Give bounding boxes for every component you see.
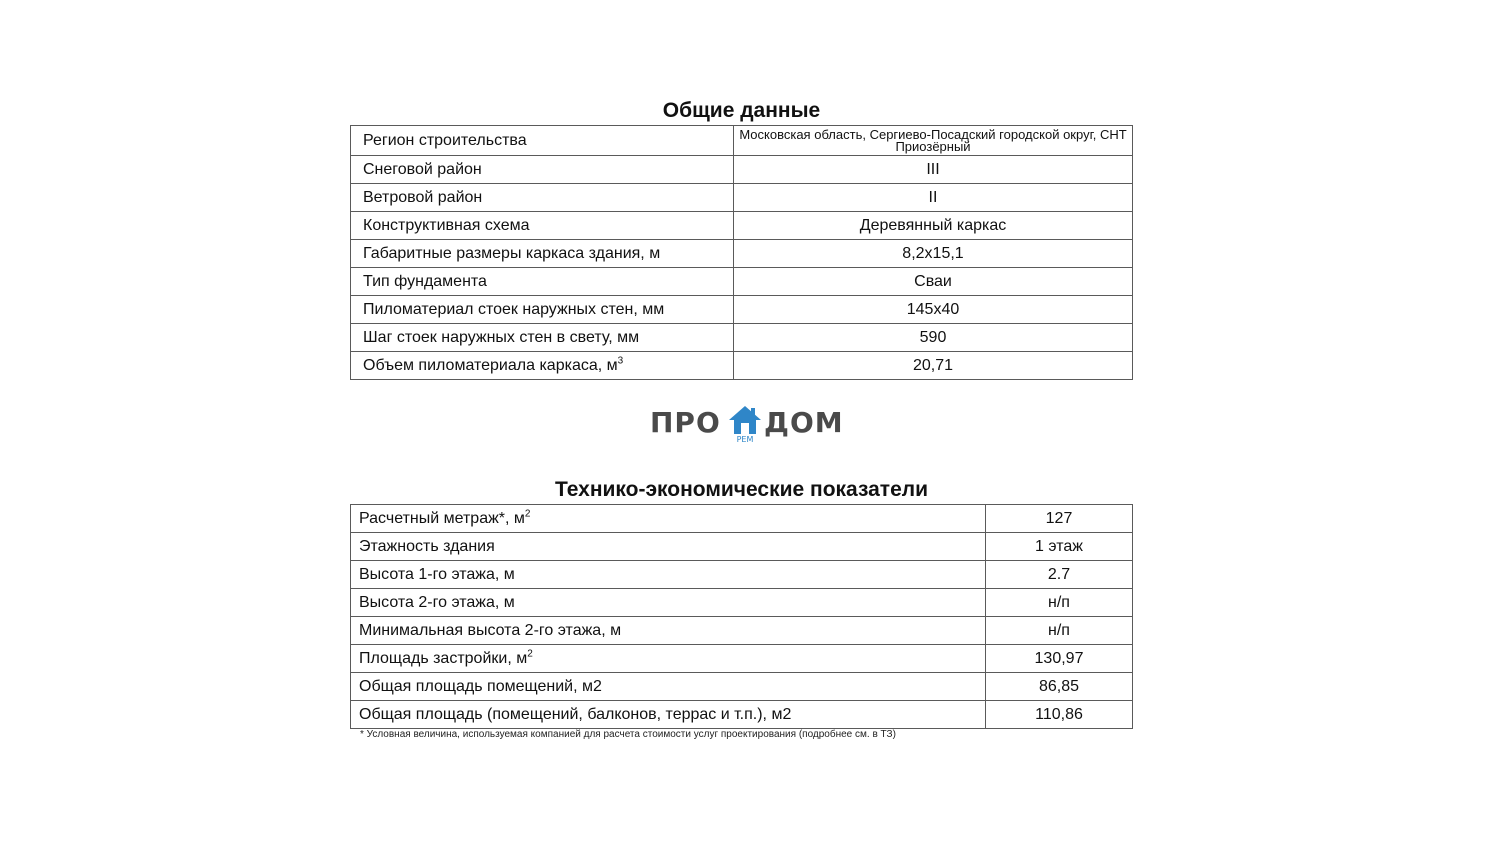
row-label: Этажность здания — [351, 533, 986, 561]
row-label-text: Объем пиломатериала каркаса, м — [363, 356, 618, 374]
table-row — [351, 212, 1133, 240]
table-row — [351, 561, 1133, 589]
superscript: 3 — [617, 355, 624, 367]
row-value: 110,86 — [986, 701, 1133, 729]
row-value: 20,71 — [734, 352, 1133, 380]
company-logo — [650, 404, 850, 446]
row-label: Общая площадь помещений, м2 — [351, 673, 986, 701]
row-label: Высота 2-го этажа, м — [351, 589, 986, 617]
row-value: 130,97 — [986, 645, 1133, 673]
row-label: Высота 1-го этажа, м — [351, 561, 986, 589]
superscript: 2 — [527, 648, 533, 660]
row-value: Деревянный каркас — [734, 212, 1133, 240]
table-row — [351, 645, 1133, 673]
logo-text-left: ПРО — [650, 406, 721, 439]
row-value: н/п — [986, 589, 1133, 617]
table-row — [351, 240, 1133, 268]
table-row — [351, 673, 1133, 701]
row-label: Общая площадь (помещений, балконов, террас и т.п.), м2 — [351, 701, 986, 729]
row-label: Тип фундамента — [351, 268, 734, 296]
row-label: Шаг стоек наружных стен в свету, мм — [351, 324, 734, 352]
footnote: * Условная величина, используемая компанией для расчета стоимости услуг проектирования (подробнее см. в ТЗ) — [360, 729, 896, 740]
row-value: 2.7 — [986, 561, 1133, 589]
row-label-text: Площадь застройки, м — [359, 649, 528, 667]
table-row — [351, 533, 1133, 561]
table-row — [351, 296, 1133, 324]
row-label-text: Расчетный метраж*, м — [359, 509, 525, 527]
house-icon — [728, 404, 762, 438]
row-value: III — [734, 156, 1133, 184]
row-value: н/п — [986, 617, 1133, 645]
table-row — [351, 352, 1133, 380]
superscript: 2 — [524, 508, 531, 520]
tech-indicators-title: Технико-экономические показатели — [554, 478, 929, 501]
row-value: 1 этаж — [986, 533, 1133, 561]
row-value: 590 — [734, 324, 1133, 352]
row-label: Минимальная высота 2-го этажа, м — [351, 617, 986, 645]
row-label: Ветровой район — [351, 184, 734, 212]
row-value: II — [734, 184, 1133, 212]
general-data-table — [350, 125, 1133, 380]
table-row — [351, 505, 1133, 533]
row-value: 145х40 — [734, 296, 1133, 324]
row-label: Пиломатериал стоек наружных стен, мм — [351, 296, 734, 324]
table-row — [351, 126, 1133, 156]
row-label — [351, 645, 986, 673]
row-label: Регион строительства — [351, 126, 734, 156]
row-value: Московская область, Сергиево-Посадский городской округ, СНТ Приозёрный — [734, 126, 1133, 156]
row-label — [351, 352, 734, 380]
row-label: Снеговой район — [351, 156, 734, 184]
row-label — [351, 505, 986, 533]
row-value: 127 — [986, 505, 1133, 533]
row-label: Габаритные размеры каркаса здания, м — [351, 240, 734, 268]
table-row — [351, 589, 1133, 617]
general-data-title: Общие данные — [662, 99, 821, 122]
table-row — [351, 268, 1133, 296]
row-value: 8,2х15,1 — [734, 240, 1133, 268]
row-label: Конструктивная схема — [351, 212, 734, 240]
table-row — [351, 184, 1133, 212]
table-row — [351, 701, 1133, 729]
table-row — [351, 324, 1133, 352]
table-row — [351, 617, 1133, 645]
logo-subtext: РЕМ — [736, 435, 754, 444]
table-row — [351, 156, 1133, 184]
row-value: Сваи — [734, 268, 1133, 296]
row-value: 86,85 — [986, 673, 1133, 701]
logo-text-right: ДОМ — [764, 406, 844, 439]
tech-indicators-table — [350, 504, 1133, 729]
